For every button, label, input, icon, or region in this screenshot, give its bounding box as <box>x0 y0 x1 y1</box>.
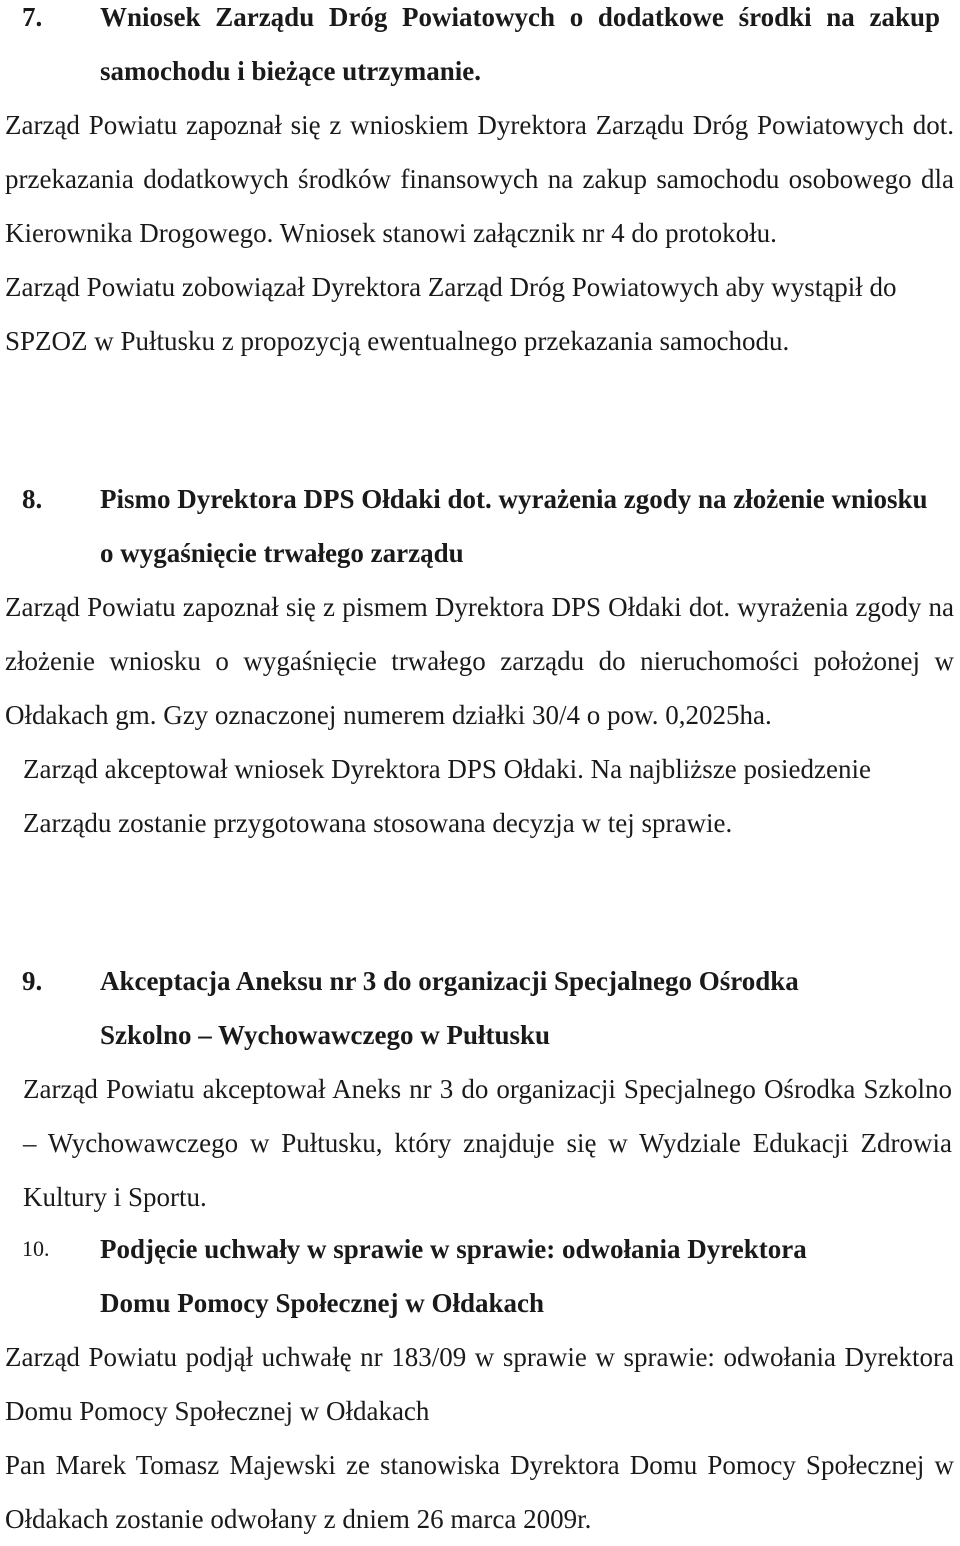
paragraph: Zarząd Powiatu akceptował Aneks nr 3 do organizacji Specjalnego Ośrodka Szkolno – Wychowawczego w Pułtusku, który znajduje się w Wydziale Edukacji Zdrowia Kultury i Sportu. <box>23 1074 952 1212</box>
item-number: 7. <box>22 2 43 32</box>
item-number: 10. <box>22 1236 50 1261</box>
item-8 <box>0 472 960 850</box>
item-heading <box>0 0 960 98</box>
item-heading <box>0 1222 960 1330</box>
item-heading <box>0 954 960 1062</box>
item-heading-text: Podjęcie uchwały w sprawie w sprawie: odwołania Dyrektora Domu Pomocy Społecznej w Ołdakach <box>100 1234 807 1318</box>
item-number: 9. <box>22 966 43 996</box>
item-7 <box>0 0 960 368</box>
item-heading-text: Wniosek Zarządu Dróg Powiatowych o dodatkowe środki na zakup samochodu i bieżące utrzymanie. <box>100 2 940 86</box>
item-heading <box>0 472 960 580</box>
item-9 <box>0 954 960 1224</box>
paragraph: Zarząd Powiatu zobowiązał Dyrektora Zarząd Dróg Powiatowych aby wystąpił do SPZOZ w Pułtusku z propozycją ewentualnego przekazania samochodu. <box>5 272 897 356</box>
paragraph: Zarząd Powiatu podjął uchwałę nr 183/09 w sprawie w sprawie: odwołania Dyrektora Domu Pomocy Społecznej w Ołdakach <box>5 1342 954 1426</box>
paragraph: Pan Marek Tomasz Majewski ze stanowiska Dyrektora Domu Pomocy Społecznej w Ołdakach zostanie odwołany z dniem 26 marca 2009r. <box>5 1450 954 1534</box>
item-heading-text: Akceptacja Aneksu nr 3 do organizacji Specjalnego Ośrodka Szkolno – Wychowawczego w Pułtusku <box>100 966 799 1050</box>
item-heading-text: Pismo Dyrektora DPS Ołdaki dot. wyrażenia zgody na złożenie wniosku o wygaśnięcie trwałego zarządu <box>100 484 928 568</box>
item-number: 8. <box>22 484 43 514</box>
paragraph: Zarząd Powiatu zapoznał się z wnioskiem Dyrektora Zarządu Dróg Powiatowych dot. przekazania dodatkowych środków finansowych na zakup samochodu osobowego dla Kierownika Drogowego. Wniosek stanowi załącznik nr 4 do protokołu. <box>5 110 954 248</box>
paragraph: Zarząd akceptował wniosek Dyrektora DPS Ołdaki. Na najbliższe posiedzenie Zarządu zostanie przygotowana stosowana decyzja w tej sprawie. <box>23 754 871 838</box>
paragraph: Zarząd Powiatu zapoznał się z pismem Dyrektora DPS Ołdaki dot. wyrażenia zgody na złożenie wniosku o wygaśnięcie trwałego zarządu do nieruchomości położonej w Ołdakach gm. Gzy oznaczonej numerem działki 30/4 o pow. 0,2025ha. <box>5 592 954 730</box>
item-10 <box>0 1222 960 1546</box>
